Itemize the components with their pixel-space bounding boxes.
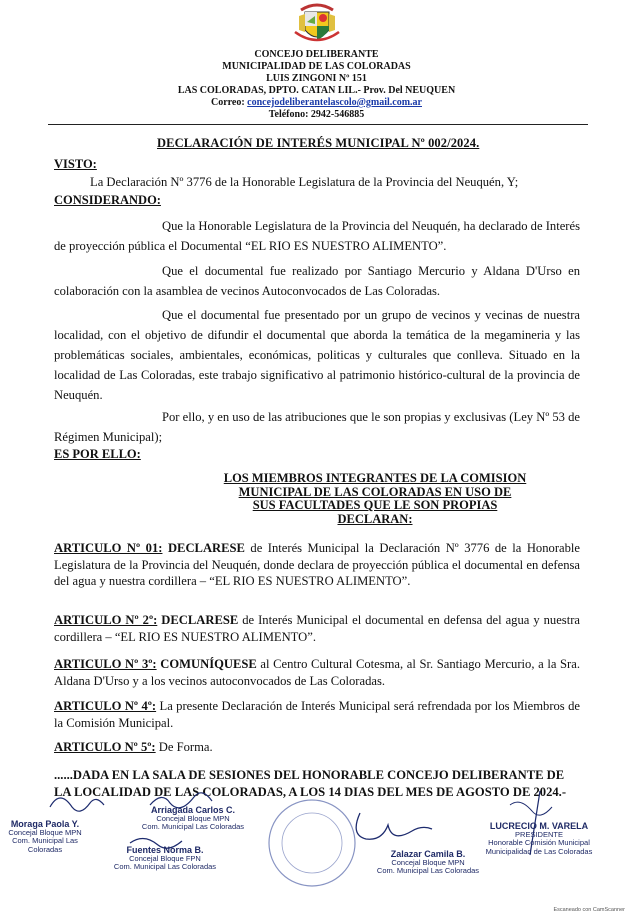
visto-text: La Declaración Nº 3776 de la Honorable Legislatura de la Provincia del Neuquén, Y;: [90, 175, 519, 189]
municipal-coat-of-arms-logo: [289, 2, 345, 46]
signer-name: Moraga Paola Y.: [10, 819, 80, 829]
header-divider: [48, 124, 588, 125]
article-text: de Interés Municipal la Declaración Nº 3776 de la Honorable Legislatura de la Provincia del Neuquén, donde declara de proyección pública el documental en defensa del agua y nuestra cordillera – “EL RIO ES NUESTRO ALIMENTO”.: [54, 541, 580, 588]
article-2: [54, 612, 580, 645]
signer-role: Concejal Bloque MPN: [391, 857, 465, 867]
commission-line-2: MUNICIPAL DE LAS COLORADAS EN USO DE: [238, 484, 512, 499]
considerando-p4: Por ello, y en uso de las atribuciones que le son propias y exclusivas (Ley Nº 53 de Régimen Municipal);: [54, 410, 581, 444]
article-4: [54, 698, 580, 731]
article-text: de Interés Municipal el documental en defensa del agua y nuestra cordillera – “EL RIO ES NUESTRO ALIMENTO”.: [54, 613, 580, 644]
article-text: al Centro Cultural Cotesma, al Sr. Santiago Mercurio, a la Sra. Aldana D'Urso y a los vecinos autoconvocados de Las Coloradas.: [54, 657, 580, 688]
scanner-watermark: Escaneado con CamScanner: [553, 907, 625, 913]
signer-role: PRESIDENTE: [515, 829, 563, 839]
visto-heading: VISTO:: [54, 157, 97, 171]
signer-body: Com. Municipal Las Coloradas: [141, 822, 245, 831]
article-label: ARTICULO Nº 3º:: [54, 657, 157, 671]
article-5: [54, 739, 580, 756]
header-locality: LAS COLORADAS, DPTO. CATAN LIL.- Prov. Del NEUQUEN: [177, 85, 456, 96]
signature-block-fuentes: [100, 846, 230, 872]
article-verb: COMUNÍQUESE: [160, 657, 257, 671]
article-3: [54, 656, 580, 689]
signature-block-moraga: [0, 820, 90, 854]
header-address: LUIS ZINGONI Nº 151: [266, 73, 367, 84]
signer-body: Honorable Comisión Municipal: [488, 838, 590, 847]
commission-line-1: LOS MIEMBROS INTEGRANTES DE LA COMISION: [223, 471, 527, 485]
article-text: La presente Declaración de Interés Municipal será refrendada por los Miembros de la Comisión Municipal.: [54, 699, 580, 730]
article-verb: DECLARESE: [167, 541, 245, 555]
signature-block-varela: [478, 822, 600, 856]
signer-body: Com. Municipal Las Coloradas: [113, 862, 217, 871]
article-label: ARTICULO Nº 2º:: [54, 613, 158, 627]
header-phone: Teléfono: 2942-546885: [268, 109, 365, 120]
email-label: Correo:: [210, 97, 245, 108]
commission-block: [200, 472, 550, 526]
closing-statement: ......DADA EN LA SALA DE SESIONES DEL HONORABLE CONCEJO DELIBERANTE DE LA LOCALIDAD DE LAS COLORADAS, A LOS 14 DIAS DEL MES DE AGOSTO DE 2024.-: [54, 768, 567, 799]
considerando-p1: Que la Honorable Legislatura de la Provincia del Neuquén, ha declarado de Interés de proyección pública el Documental “EL RIO ES NUESTRO ALIMENTO”.: [54, 219, 580, 253]
commission-line-4: DECLARAN:: [337, 511, 413, 526]
header-org: CONCEJO DELIBERANTE: [254, 49, 379, 60]
signer-role: Concejal Bloque MPN: [8, 827, 82, 837]
signer-name: Arriagada Carlos C.: [150, 805, 236, 815]
article-text: De Forma.: [155, 740, 213, 754]
signer-body: Com. Municipal Las Coloradas: [376, 866, 480, 875]
signer-role: Concejal Bloque FPN: [129, 853, 201, 863]
signer-name: Fuentes Norma B.: [126, 845, 204, 855]
article-verb: DECLARESE: [161, 613, 239, 627]
article-label: ARTICULO Nº 01:: [54, 541, 163, 555]
signer-body-2: Municipalidad de Las Coloradas: [485, 846, 593, 856]
article-label: ARTICULO Nº 4º:: [54, 699, 157, 713]
header-municipality: MUNICIPALIDAD DE LAS COLORADAS: [222, 61, 411, 72]
signer-name: Zalazar Camila B.: [390, 849, 466, 859]
commission-line-3: SUS FACULTADES QUE LE SON PROPIAS: [252, 498, 498, 512]
signature-block-arriagada: [138, 806, 248, 832]
email-link[interactable]: concejodeliberantelascolo@gmail.com.ar: [247, 97, 422, 108]
signature-block-zalazar: [368, 850, 488, 876]
article-label: ARTICULO Nº 5º:: [54, 740, 156, 754]
header-email-line: [0, 97, 633, 109]
signer-role: Concejal Bloque MPN: [156, 813, 230, 823]
article-1: [54, 540, 580, 590]
considerando-p3: Que el documental fue presentado por un grupo de vecinos y vecinas de nuestra localidad, con el objetivo de difundir el documental que aborda la temática de la megamineria y las problemáticas sociales, ambientales, económicas, politicas y culturales que conlleva. Situado en la localidad de Las Coloradas, este trabajo significativo al patrimonio histórico-cultural de la provincia de Neuquén.: [54, 308, 580, 402]
signer-name: LUCRECIO M. VARELA: [489, 821, 589, 831]
considerando-heading: CONSIDERANDO:: [54, 193, 161, 207]
considerando-p2: Que el documental fue realizado por Santiago Mercurio y Aldana D'Urso en colaboración con la asamblea de vecinos Autoconvocados de Las Coloradas.: [54, 264, 580, 298]
signer-body: Com. Municipal Las Coloradas: [12, 836, 78, 854]
document-title: DECLARACIÓN DE INTERÉS MUNICIPAL Nº 002/2024.: [157, 136, 480, 150]
es-por-ello-heading: ES POR ELLO:: [54, 447, 141, 461]
